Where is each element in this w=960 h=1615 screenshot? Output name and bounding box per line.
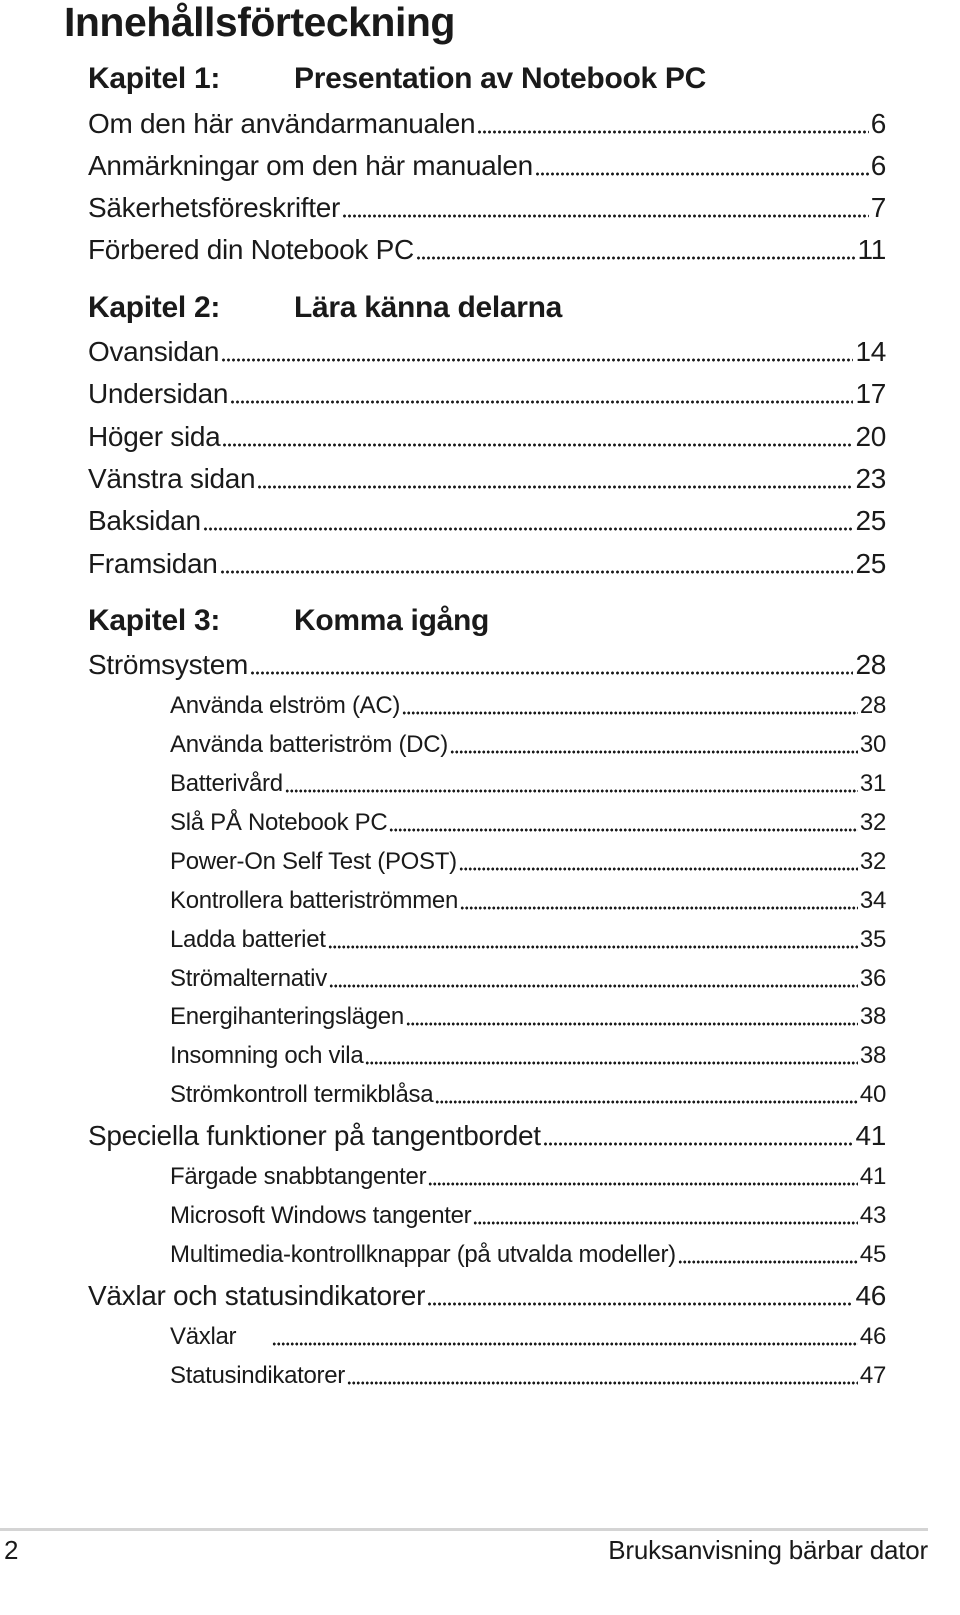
toc-entry[interactable] [88,1279,886,1313]
toc-entry-page: 31 [859,770,886,797]
dot-leader [406,1021,858,1027]
toc-entry-page: 28 [859,692,886,719]
toc-entry[interactable] [88,504,886,538]
toc-entry-label: Ovansidan [88,336,220,367]
dot-leader [427,1301,853,1307]
toc-subentry[interactable] [170,1201,886,1231]
dot-leader [543,1141,854,1147]
toc-entry[interactable] [88,107,886,141]
toc-subentry[interactable] [170,1080,886,1110]
footer-page-number: 2 [4,1535,19,1565]
toc-entry-page: 41 [859,1163,886,1190]
page-title: Innehållsförteckning [64,0,455,45]
chapter-number: Kapitel 2: [88,291,221,324]
toc-entry[interactable] [88,1119,886,1153]
toc-subentry[interactable] [170,769,886,799]
toc-entry-label: Power-On Self Test (POST) [170,848,457,875]
chapter-title: Lära känna delarna [294,291,563,324]
dot-leader [428,1181,858,1187]
toc-entry-label: Slå PÅ Notebook PC [170,809,388,836]
toc-entry-label: Multimedia-kontrollknappar (på utvalda modeller) [170,1241,676,1268]
dot-leader [220,569,854,575]
chapter-number: Kapitel 3: [88,604,221,637]
toc-entry-page: 40 [859,1081,886,1108]
toc-entry-page: 38 [859,1042,886,1069]
toc-entry[interactable] [88,420,886,454]
toc-entry-label: Om den här användarmanualen [88,108,476,139]
toc-entry[interactable] [88,233,886,267]
toc-entry-label: Säkerhetsföreskrifter [88,192,341,223]
toc-subentry[interactable] [170,964,886,994]
chapter-title: Komma igång [294,604,490,637]
toc-entry-page: 6 [870,150,886,181]
dot-leader [250,670,853,676]
dot-leader [365,1060,858,1066]
dot-leader [222,442,853,448]
toc-entry-page: 23 [855,463,886,494]
dot-leader [459,866,858,872]
dot-leader [477,129,868,135]
toc-entry-label: Insomning och vila [170,1042,364,1069]
toc-entry-page: 20 [855,421,886,452]
dot-leader [535,171,869,177]
chapter-number: Kapitel 1: [88,62,221,95]
toc-entry-label: Använda elström (AC) [170,692,401,719]
toc-entry-page: 38 [859,1003,886,1030]
toc-entry-label: Speciella funktioner på tangentbordet [88,1120,541,1151]
chapter-heading [88,61,706,97]
toc-entry-label: Undersidan [88,378,229,409]
toc-entry-label: Batterivård [170,770,283,797]
toc-subentry[interactable] [170,886,886,916]
toc-entry-label: Statusindikatorer [170,1362,345,1389]
dot-leader [389,827,858,833]
toc-entry-page: 30 [859,731,886,758]
toc-entry-label: Höger sida [88,421,221,452]
toc-entry[interactable] [88,335,886,369]
toc-entry[interactable] [88,191,886,225]
toc-entry-label: Förbered din Notebook PC [88,234,414,265]
toc-entry-page: 34 [859,887,886,914]
toc-subentry[interactable] [170,925,886,955]
toc-entry-page: 36 [859,965,886,992]
dot-leader [678,1259,858,1265]
toc-subentry[interactable] [170,1002,886,1032]
toc-entry-page: 28 [855,649,886,680]
toc-entry-page: 7 [870,192,886,223]
toc-entry-label: Strömkontroll termikblåsa [170,1081,434,1108]
footer-divider [0,1528,928,1531]
dot-leader [328,944,858,950]
dot-leader [460,905,858,911]
toc-entry-label: Ladda batteriet [170,926,326,953]
toc-entry[interactable] [88,149,886,183]
toc-entry-label: Strömalternativ [170,965,327,992]
toc-entry-page: 11 [857,234,886,265]
dot-leader [402,710,858,716]
toc-entry-label: Vänstra sidan [88,463,256,494]
toc-subentry[interactable] [170,691,886,721]
toc-subentry[interactable] [170,1322,886,1352]
toc-entry-label: Växlar [170,1323,237,1350]
chapter-heading [88,290,562,326]
toc-subentry[interactable] [170,1240,886,1270]
toc-subentry[interactable] [170,847,886,877]
dot-leader [272,1341,858,1347]
toc-entry-page: 46 [855,1280,886,1311]
dot-leader [329,983,858,989]
toc-entry[interactable] [88,547,886,581]
toc-subentry[interactable] [170,1041,886,1071]
toc-entry-label: Energihanteringslägen [170,1003,404,1030]
dot-leader [230,399,853,405]
toc-entry-label: Färgade snabbtangenter [170,1163,427,1190]
chapter-heading [88,603,489,639]
toc-entry-page: 43 [859,1202,886,1229]
footer-manual-title: Bruksanvisning bärbar dator [608,1535,928,1565]
toc-entry-page: 14 [855,336,886,367]
toc-entry-page: 46 [859,1323,886,1350]
toc-entry-page: 25 [855,548,886,579]
toc-entry-page: 47 [859,1362,886,1389]
toc-entry[interactable] [88,462,886,496]
toc-entry[interactable] [88,377,886,411]
toc-subentry[interactable] [170,1361,886,1391]
toc-entry-page: 32 [859,848,886,875]
toc-entry-label: Framsidan [88,548,218,579]
dot-leader [473,1220,858,1226]
dot-leader [342,213,869,219]
dot-leader [221,357,853,363]
dot-leader [257,484,853,490]
toc-entry-page: 17 [855,378,886,409]
toc-entry-label: Växlar och statusindikatorer [88,1280,426,1311]
toc-subentry[interactable] [170,808,886,838]
toc-subentry[interactable] [170,1162,886,1192]
toc-entry-page: 25 [855,505,886,536]
toc-entry-page: 32 [859,809,886,836]
dot-leader [203,526,854,532]
chapter-title: Presentation av Notebook PC [294,62,706,95]
toc-entry-label: Kontrollera batteriströmmen [170,887,459,914]
dot-leader [285,788,858,794]
dot-leader [435,1099,858,1105]
toc-entry-label: Strömsystem [88,649,249,680]
toc-entry-label: Använda batteriström (DC) [170,731,448,758]
toc-entry-page: 41 [855,1120,886,1151]
dot-leader [450,749,858,755]
dot-leader [347,1380,858,1386]
toc-entry-page: 35 [859,926,886,953]
toc-entry-label: Microsoft Windows tangenter [170,1202,472,1229]
dot-leader [416,255,856,261]
toc-entry-label: Anmärkningar om den här manualen [88,150,533,181]
toc-entry-label: Baksidan [88,505,201,536]
toc-entry-page: 45 [859,1241,886,1268]
toc-entry-page: 6 [870,108,886,139]
toc-subentry[interactable] [170,730,886,760]
toc-entry[interactable] [88,648,886,682]
